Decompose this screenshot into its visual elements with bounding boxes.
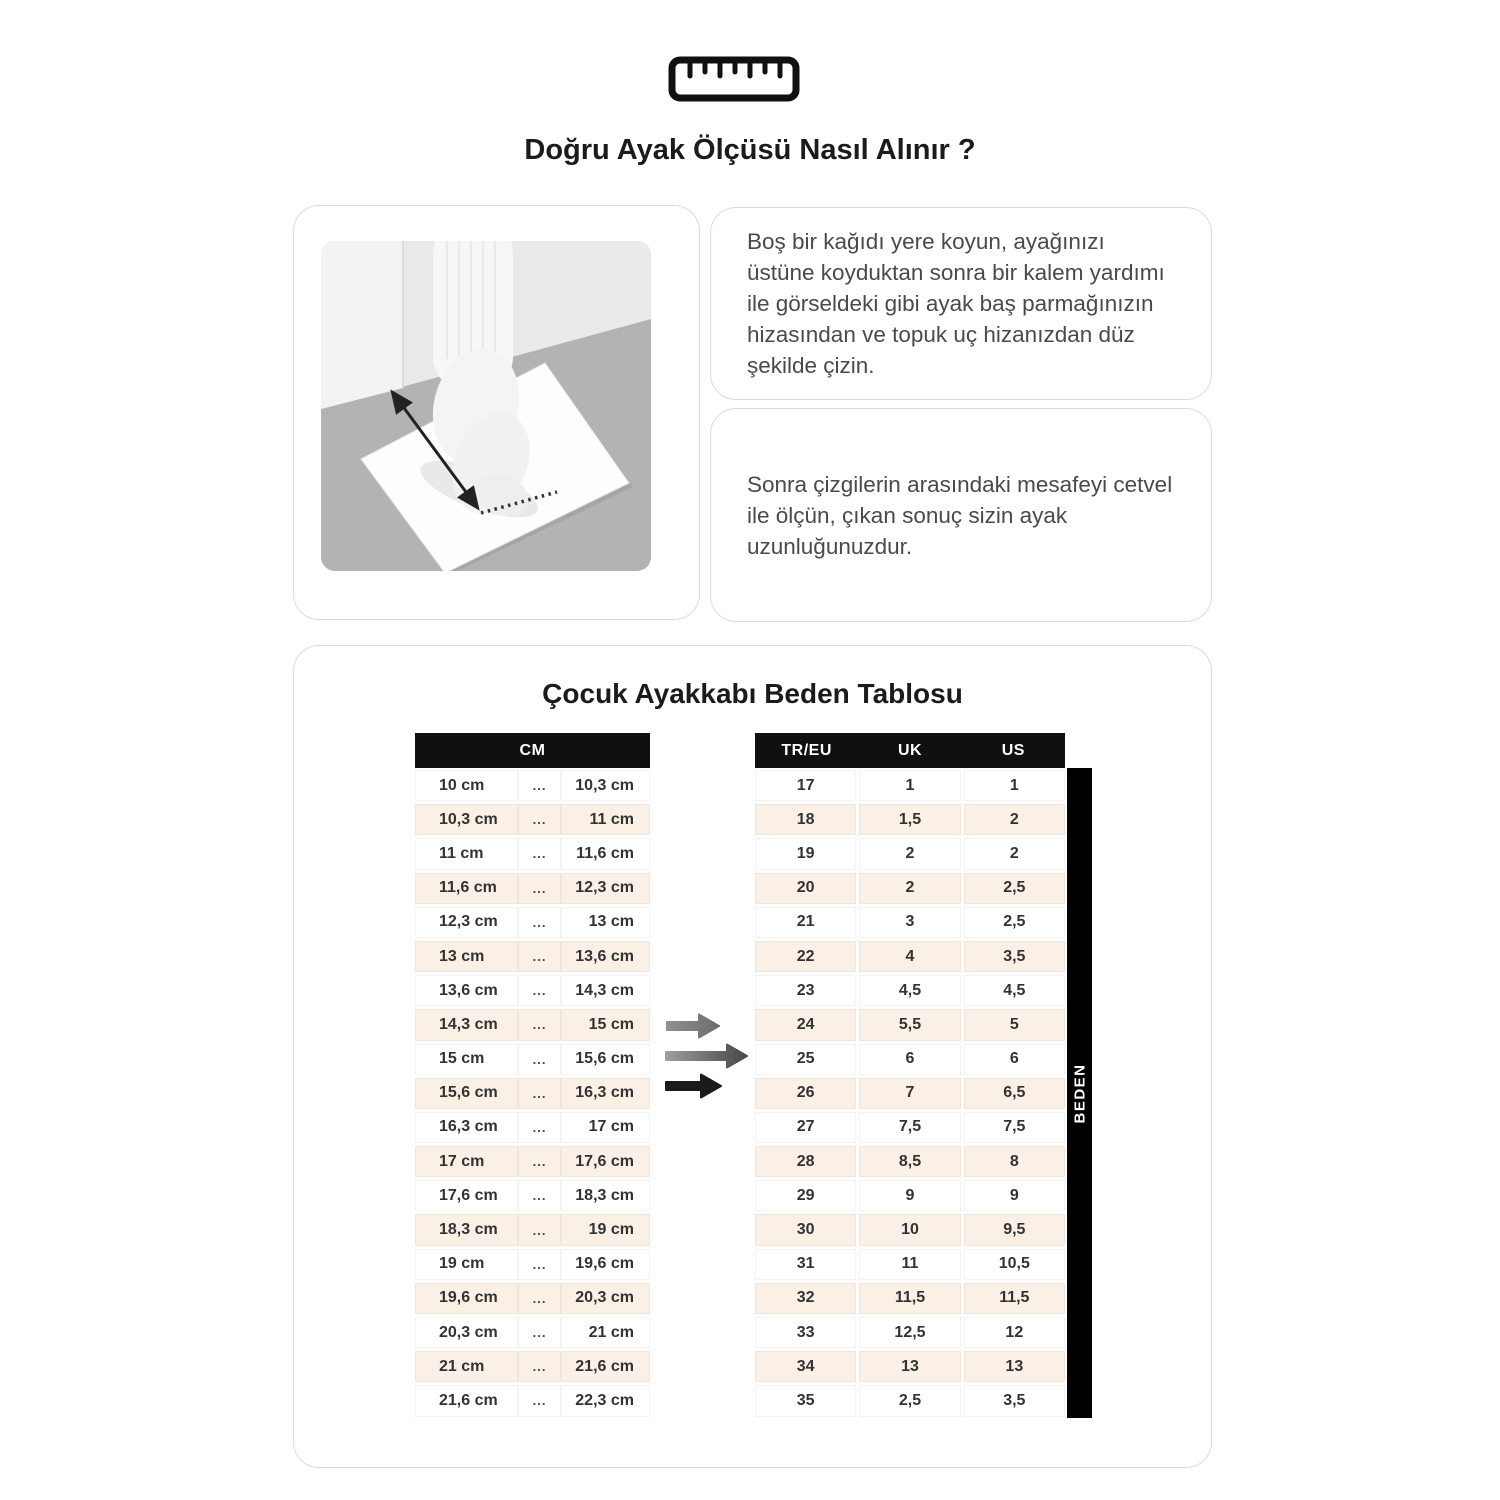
foot-measurement-photo [321,241,651,571]
uk-value: 11 [859,1249,960,1280]
uk-value: 5,5 [859,1009,960,1040]
cm-from-value: 16,3 cm [415,1112,518,1143]
us-value: 3,5 [964,1385,1065,1416]
cm-to-value: 20,3 cm [561,1283,650,1314]
tr-eu-value: 26 [755,1078,856,1109]
cm-to-value: 16,3 cm [561,1078,650,1109]
sizes-table-row [755,873,1065,904]
cm-table-row [415,975,650,1006]
cm-separator: ... [518,804,560,835]
cm-separator: ... [518,838,560,869]
tr-eu-value: 32 [755,1283,856,1314]
cm-table-row [415,838,650,869]
sizes-table [755,733,1065,1420]
sizes-table-row [755,1112,1065,1143]
uk-value: 1,5 [859,804,960,835]
cm-to-value: 15 cm [561,1009,650,1040]
tr-eu-value: 25 [755,1044,856,1075]
cm-from-value: 17 cm [415,1146,518,1177]
sizes-table-row [755,770,1065,801]
cm-to-value: 13 cm [561,907,650,938]
tr-eu-value: 29 [755,1180,856,1211]
cm-table-row [415,1009,650,1040]
beden-side-bar [1067,768,1092,1418]
cm-table-row [415,1385,650,1416]
cm-table [415,733,650,1420]
instruction-card-1 [710,207,1212,400]
cm-to-value: 14,3 cm [561,975,650,1006]
tr-eu-value: 28 [755,1146,856,1177]
cm-to-value: 22,3 cm [561,1385,650,1416]
uk-value: 2 [859,838,960,869]
uk-value: 12,5 [859,1317,960,1348]
uk-value: 10 [859,1214,960,1245]
cm-to-value: 17 cm [561,1112,650,1143]
sizes-table-row [755,975,1065,1006]
tr-eu-value: 30 [755,1214,856,1245]
sizes-table-rows [755,770,1065,1417]
tr-eu-value: 27 [755,1112,856,1143]
cm-separator: ... [518,770,560,801]
tr-eu-value: 22 [755,941,856,972]
uk-value: 4,5 [859,975,960,1006]
cm-to-value: 11 cm [561,804,650,835]
uk-value: 6 [859,1044,960,1075]
cm-table-row [415,1317,650,1348]
sizes-table-row [755,1351,1065,1382]
cm-table-row [415,770,650,801]
cm-table-row [415,1283,650,1314]
sizes-table-header [755,733,1065,768]
cm-to-value: 11,6 cm [561,838,650,869]
cm-table-row [415,1249,650,1280]
uk-value: 7,5 [859,1112,960,1143]
cm-from-value: 21,6 cm [415,1385,518,1416]
instruction-text-2: Sonra çizgilerin arasındaki mesafeyi cetvel ile ölçün, çıkan sonuç sizin ayak uzunluğunuzdur. [747,471,1173,559]
uk-value: 2 [859,873,960,904]
cm-separator: ... [518,1249,560,1280]
sizes-table-row [755,1180,1065,1211]
cm-table-row [415,1214,650,1245]
sizes-table-row [755,1078,1065,1109]
tr-eu-value: 18 [755,804,856,835]
cm-separator: ... [518,1146,560,1177]
cm-table-row [415,1044,650,1075]
size-table-title: Çocuk Ayakkabı Beden Tablosu [542,678,963,709]
cm-separator: ... [518,1385,560,1416]
tr-eu-value: 20 [755,873,856,904]
sizes-table-row [755,907,1065,938]
cm-separator: ... [518,1044,560,1075]
uk-value: 4 [859,941,960,972]
cm-to-value: 21,6 cm [561,1351,650,1382]
ruler-icon [668,56,800,102]
uk-value: 8,5 [859,1146,960,1177]
tr-eu-value: 23 [755,975,856,1006]
uk-value: 9 [859,1180,960,1211]
cm-table-row [415,1180,650,1211]
sizes-table-row [755,838,1065,869]
sizes-table-row [755,1283,1065,1314]
us-value: 2,5 [964,873,1065,904]
cm-table-row [415,1351,650,1382]
cm-to-value: 21 cm [561,1317,650,1348]
foot-on-paper-illustration [321,241,651,571]
cm-from-value: 19 cm [415,1249,518,1280]
cm-table-rows [415,770,650,1417]
cm-to-value: 19,6 cm [561,1249,650,1280]
tr-eu-value: 24 [755,1009,856,1040]
cm-to-value: 17,6 cm [561,1146,650,1177]
cm-table-row [415,941,650,972]
measurement-photo-card [293,205,700,620]
cm-separator: ... [518,1214,560,1245]
us-value: 13 [964,1351,1065,1382]
us-value: 4,5 [964,975,1065,1006]
cm-from-value: 13,6 cm [415,975,518,1006]
cm-from-value: 14,3 cm [415,1009,518,1040]
tr-eu-value: 31 [755,1249,856,1280]
us-value: 2 [964,838,1065,869]
instruction-card-2 [710,408,1212,622]
tr-eu-value: 21 [755,907,856,938]
sizes-table-row [755,1044,1065,1075]
us-value: 1 [964,770,1065,801]
us-value: 5 [964,1009,1065,1040]
cm-from-value: 13 cm [415,941,518,972]
cm-separator: ... [518,975,560,1006]
header-uk: UK [897,741,923,759]
uk-value: 7 [859,1078,960,1109]
us-value: 9,5 [964,1214,1065,1245]
cm-from-value: 10 cm [415,770,518,801]
cm-from-value: 12,3 cm [415,907,518,938]
cm-from-value: 17,6 cm [415,1180,518,1211]
us-value: 8 [964,1146,1065,1177]
cm-from-value: 21 cm [415,1351,518,1382]
cm-separator: ... [518,941,560,972]
cm-table-row [415,804,650,835]
us-value: 7,5 [964,1112,1065,1143]
cm-separator: ... [518,1112,560,1143]
uk-value: 11,5 [859,1283,960,1314]
us-value: 11,5 [964,1283,1065,1314]
sizes-table-row [755,804,1065,835]
cm-from-value: 10,3 cm [415,804,518,835]
us-value: 2 [964,804,1065,835]
cm-separator: ... [518,1283,560,1314]
mapping-arrows-icon [663,1008,751,1106]
page-title: Doğru Ayak Ölçüsü Nasıl Alınır ? [524,134,976,166]
cm-table-row [415,873,650,904]
cm-from-value: 15 cm [415,1044,518,1075]
uk-value: 2,5 [859,1385,960,1416]
cm-table-row [415,907,650,938]
cm-from-value: 19,6 cm [415,1283,518,1314]
sizes-table-row [755,1009,1065,1040]
tr-eu-value: 19 [755,838,856,869]
cm-from-value: 18,3 cm [415,1214,518,1245]
tr-eu-value: 33 [755,1317,856,1348]
cm-separator: ... [518,1009,560,1040]
sizes-table-row [755,941,1065,972]
uk-value: 1 [859,770,960,801]
cm-header-label: CM [519,741,546,759]
sizes-table-row [755,1249,1065,1280]
cm-to-value: 18,3 cm [561,1180,650,1211]
cm-table-row [415,1146,650,1177]
cm-to-value: 15,6 cm [561,1044,650,1075]
us-value: 12 [964,1317,1065,1348]
cm-separator: ... [518,907,560,938]
sizes-table-row [755,1317,1065,1348]
cm-from-value: 11,6 cm [415,873,518,904]
cm-separator: ... [518,1351,560,1382]
cm-separator: ... [518,1078,560,1109]
sizes-table-row [755,1385,1065,1416]
beden-label: BEDEN [1071,1062,1089,1124]
uk-value: 3 [859,907,960,938]
header-us: US [1001,741,1025,759]
us-value: 9 [964,1180,1065,1211]
us-value: 2,5 [964,907,1065,938]
cm-separator: ... [518,1317,560,1348]
cm-to-value: 10,3 cm [561,770,650,801]
cm-to-value: 13,6 cm [561,941,650,972]
uk-value: 13 [859,1351,960,1382]
cm-to-value: 19 cm [561,1214,650,1245]
cm-from-value: 20,3 cm [415,1317,518,1348]
us-value: 3,5 [964,941,1065,972]
tr-eu-value: 35 [755,1385,856,1416]
header-tr-eu: TR/EU [781,741,832,759]
cm-from-value: 15,6 cm [415,1078,518,1109]
sizes-table-row [755,1146,1065,1177]
cm-table-row [415,1112,650,1143]
cm-to-value: 12,3 cm [561,873,650,904]
instruction-text-1: Boş bir kağıdı yere koyun, ayağınızı üstüne koyduktan sonra bir kalem yardımı ile görseldeki gibi ayak baş parmağınızın hizasından ve topuk uç hizanızdan düz şekilde çizin. [747,229,1165,378]
cm-separator: ... [518,873,560,904]
us-value: 10,5 [964,1249,1065,1280]
us-value: 6,5 [964,1078,1065,1109]
sizes-table-row [755,1214,1065,1245]
tr-eu-value: 34 [755,1351,856,1382]
tr-eu-value: 17 [755,770,856,801]
cm-table-header [415,733,650,768]
us-value: 6 [964,1044,1065,1075]
cm-separator: ... [518,1180,560,1211]
cm-from-value: 11 cm [415,838,518,869]
cm-table-row [415,1078,650,1109]
